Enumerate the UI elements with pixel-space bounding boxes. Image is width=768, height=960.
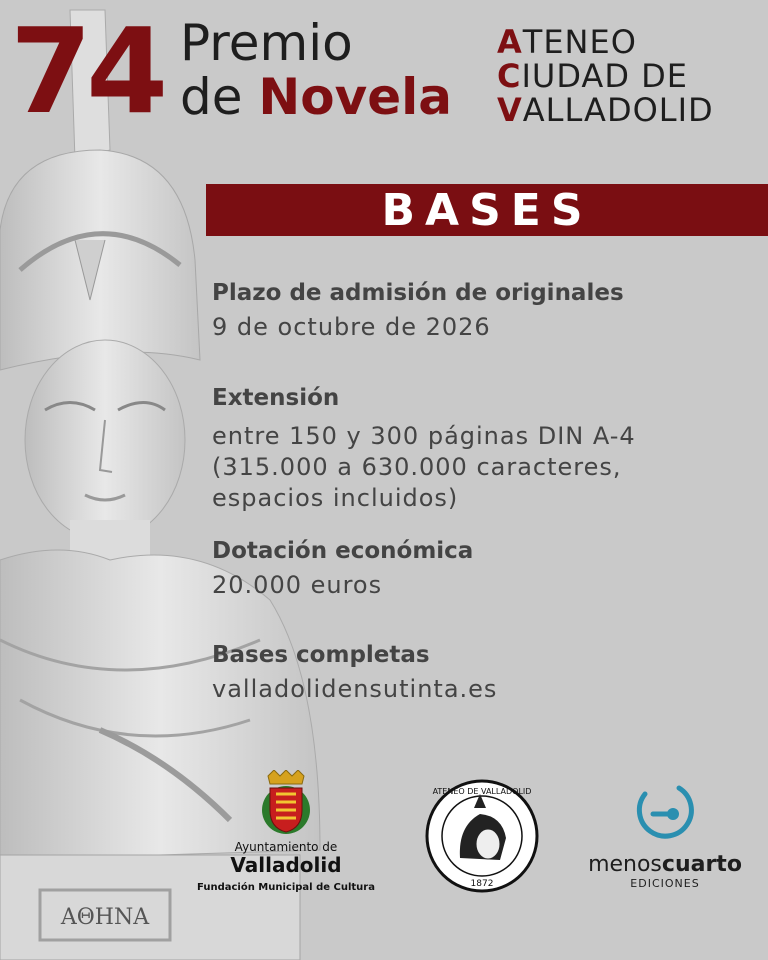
dotacion-value: 20.000 euros bbox=[212, 571, 383, 599]
bases-banner-label: BASES bbox=[381, 184, 593, 236]
section-plazo bbox=[212, 280, 624, 343]
dotacion-label: Dotación económica bbox=[212, 538, 474, 564]
title-premio: Premio bbox=[180, 14, 353, 72]
ateneo-line-1: ATENEO bbox=[497, 23, 637, 61]
menoscuarto-logo bbox=[580, 780, 750, 890]
title-de-novela bbox=[180, 68, 452, 126]
ateneo-seal-icon bbox=[424, 778, 540, 894]
plazo-label: Plazo de admisión de originales bbox=[212, 280, 624, 306]
menoscuarto-sub: EDICIONES bbox=[630, 877, 700, 890]
ateneo-seal-text: ATENEO DE VALLADOLID bbox=[432, 787, 532, 796]
ateneo-title bbox=[497, 23, 714, 129]
extension-label: Extensión bbox=[212, 385, 340, 411]
valladolid-crest-icon bbox=[256, 770, 316, 836]
ayuntamiento-logo bbox=[196, 770, 376, 893]
section-extension bbox=[212, 385, 636, 515]
ateneo-line-2: CIUDAD DE bbox=[497, 56, 688, 95]
ateneo-seal-year: 1872 bbox=[470, 879, 494, 889]
section-bases-completas bbox=[212, 642, 497, 705]
menoscuarto-emblem-icon bbox=[633, 780, 697, 844]
title-novela: Novela bbox=[258, 68, 452, 126]
menoscuarto-name: menoscuarto bbox=[588, 852, 742, 877]
section-dotacion bbox=[212, 538, 473, 601]
bases-url-link[interactable]: valladolidensutinta.es bbox=[212, 675, 498, 703]
extension-line-2: (315.000 a 630.000 caracteres, bbox=[212, 453, 622, 482]
extension-line-3: espacios incluidos) bbox=[212, 484, 459, 513]
ayto-line-3: Fundación Municipal de Cultura bbox=[197, 882, 375, 893]
edition-number: 74 bbox=[10, 2, 163, 140]
ayto-line-1: Ayuntamiento de bbox=[234, 840, 338, 854]
bases-completas-label: Bases completas bbox=[212, 642, 430, 668]
statue-inscription: ΑΘΗΝΑ bbox=[60, 905, 150, 930]
plazo-value: 9 de octubre de 2026 bbox=[212, 313, 491, 341]
ayto-line-2: Valladolid bbox=[230, 853, 342, 877]
ateneo-line-3: VALLADOLID bbox=[497, 90, 714, 129]
bases-banner bbox=[206, 184, 768, 236]
title-de: de bbox=[180, 68, 243, 126]
extension-line-1: entre 150 y 300 páginas DIN A-4 bbox=[212, 422, 636, 450]
